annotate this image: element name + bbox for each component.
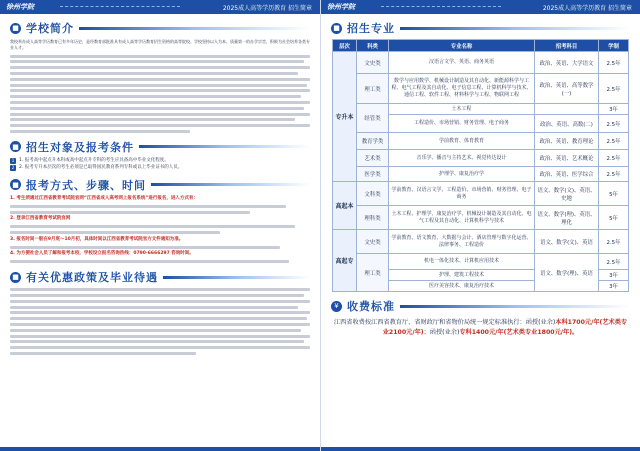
major-cell: 医疗美容技术、康复治疗技术 (389, 281, 535, 292)
level-cell: 高起专 (333, 230, 357, 292)
header-category: 科类 (357, 40, 389, 52)
user-icon: ■ (10, 141, 21, 152)
section-conditions (10, 139, 310, 155)
intro-text: 我校举办成人高等学历教育已有多年历史，是经教育部批准具有成人高等学历教育招生资格的高等院校。学校坚持以人为本、质量第一的办学宗旨，积极为社会培养各类专业人才。 (10, 39, 310, 51)
section-steps (10, 177, 310, 193)
section-title: 有关优惠政策及毕业待遇 (26, 271, 158, 285)
section-bar (139, 145, 310, 148)
years-cell: 2.5年 (599, 115, 629, 133)
years-cell: 5年 (599, 182, 629, 206)
fee-undergrad: 本科1700元/年(艺术类专业2100元/年) (382, 319, 628, 336)
left-header (0, 0, 320, 14)
step-item: 4. 为方便社会人员了解和报考本校，学校设立报名咨询热线：0790-6666297 咨询时间。 (10, 251, 194, 257)
years-cell: 2.5年 (599, 74, 629, 104)
section-bar (163, 276, 310, 279)
table-row (333, 133, 629, 150)
left-header-title: 2025成人高等学历教育 招生简章 (222, 4, 312, 12)
major-cell: 汉语言文学、英语、商务英语 (389, 52, 535, 74)
header-level: 层次 (333, 40, 357, 52)
subjects-cell: 语文、数学(文)、英语 (535, 230, 599, 254)
table-row (333, 167, 629, 182)
subjects-cell (535, 104, 599, 115)
section-majors (331, 20, 630, 36)
left-footer-bar (0, 447, 320, 451)
category-cell: 文史类 (357, 230, 389, 254)
years-cell: 2.5年 (599, 150, 629, 167)
subjects-cell: 政治、英语、医学综合 (535, 167, 599, 182)
section-bar (400, 27, 630, 30)
header-subjects: 招考科目 (535, 40, 599, 52)
major-cell: 工程造价、市场营销、财务管理、电子商务 (389, 115, 535, 133)
major-cell: 数学与应用数学、机械设计制造及其自动化、新能源科学与工程、电气工程及其自动化、电子信息工程、计算机科学与技术、通信工程、软件工程、材料科学与工程、物联网工程 (389, 74, 535, 104)
table-row (333, 104, 629, 115)
category-cell: 教育学类 (357, 133, 389, 150)
major-cell: 护理、建筑工程技术 (389, 270, 535, 281)
school-logo: 徐州学院 (327, 3, 355, 11)
policy-icon: ■ (10, 272, 21, 283)
table-header-row (333, 40, 629, 52)
book-icon: ■ (331, 23, 342, 34)
section-school-intro (10, 20, 310, 36)
level-cell: 专升本 (333, 52, 357, 182)
subjects-cell: 语文、数学(理)、英语 (535, 254, 599, 292)
section-title: 招生专业 (347, 22, 395, 35)
section-title: 学校简介 (26, 22, 74, 35)
step-item: 1. 考生须通过江西省教育考试院官网“江西省成人高考网上报名系统”进行报名，进入方式有： (10, 195, 198, 201)
fee-intro: 江西省收费按江西省教育厅、省财政厅和省物价局统一规定标准执行：函授(业余) (333, 319, 556, 326)
category-cell: 理工类 (357, 74, 389, 104)
section-title: 招生对象及报考条件 (26, 140, 134, 154)
fee-mid: ；函授(业余) (423, 328, 460, 336)
category-cell: 医学类 (357, 167, 389, 182)
major-cell: 学前教育、语文教育、大数据与会计、酒店管理与数字化运营、法律事务、工程造价 (389, 230, 535, 254)
right-page (320, 0, 640, 451)
subjects-cell: 语文、数学(理)、英语、理化 (535, 206, 599, 230)
years-cell: 2.5年 (599, 133, 629, 150)
major-cell: 土木工程 (389, 104, 535, 115)
years-cell: 2.5年 (599, 52, 629, 74)
step-item: 3. 报名时间一般在9月底～10月初，具体时间以江西省教育考试院官方文件通知为准。 (10, 236, 184, 242)
policy-text-lines (10, 288, 310, 355)
category-cell: 经管类 (357, 104, 389, 133)
table-row (333, 230, 629, 254)
header-major: 专业名称 (389, 40, 535, 52)
years-cell: 5年 (599, 206, 629, 230)
header-divider (381, 6, 501, 8)
condition-item: 1 1. 报考高中起点升本科或高中起点升专科的考生应具备高中毕业文化程度。 (11, 157, 169, 163)
right-header-title: 2025成人高等学历教育 招生简章 (542, 4, 632, 12)
subjects-cell: 政治、英语、大学语文 (535, 52, 599, 74)
years-cell: 2.5年 (599, 254, 629, 270)
step-item: 2. 登录江西省教育考试院官网 (10, 216, 71, 222)
table-row (333, 182, 629, 206)
table-row (333, 150, 629, 167)
category-cell: 理工类 (357, 254, 389, 292)
header-years: 学制 (599, 40, 629, 52)
fee-text (333, 318, 628, 337)
section-bar (151, 183, 310, 186)
subjects-cell: 政治、英语、高等数学(一) (535, 74, 599, 104)
years-cell: 3年 (599, 104, 629, 115)
category-cell: 理科类 (357, 206, 389, 230)
fee-college: 专科1400元/年(艺术类专业1800元/年)。 (459, 328, 579, 336)
table-row (333, 206, 629, 230)
years-cell: 3年 (599, 281, 629, 292)
level-cell: 高起本 (333, 182, 357, 230)
school-icon: ■ (10, 23, 21, 34)
major-cell: 机电一体化技术、计算机应用技术 (389, 254, 535, 270)
section-fees (331, 298, 630, 314)
table-row (333, 74, 629, 104)
section-bar (400, 305, 630, 308)
subjects-cell: 政治、英语、艺术概论 (535, 150, 599, 167)
section-bar (79, 27, 310, 30)
section-title: 报考方式、步骤、时间 (26, 178, 146, 192)
header-divider (60, 6, 180, 8)
right-header (321, 0, 640, 14)
category-cell: 文史类 (357, 52, 389, 74)
steps-icon: ■ (10, 179, 21, 190)
right-footer-bar (321, 447, 640, 451)
school-logo: 徐州学院 (6, 3, 34, 11)
majors-table (332, 39, 629, 292)
table-row (333, 254, 629, 270)
category-cell: 文科类 (357, 182, 389, 206)
category-cell: 艺术类 (357, 150, 389, 167)
major-cell: 学前教育、体育教育 (389, 133, 535, 150)
years-cell: 2.5年 (599, 167, 629, 182)
major-cell: 学前教育、汉语言文学、工程造价、市场营销、财务管理、电子商务 (389, 182, 535, 206)
intro-text-lines (10, 55, 310, 133)
subjects-cell: 语文、数学(文)、英语、史地 (535, 182, 599, 206)
table-row (333, 52, 629, 74)
subjects-cell: 政治、英语、高数(二) (535, 115, 599, 133)
section-title: 收费标准 (347, 300, 395, 313)
years-cell: 2.5年 (599, 230, 629, 254)
major-cell: 土木工程、护理学、康复治疗学、机械设计制造及其自动化、电气工程及其自动化、计算机科学与技术 (389, 206, 535, 230)
years-cell: 3年 (599, 270, 629, 281)
condition-item: 2 2. 报考专升本层次的考生必须是已取得国民教育系列专科或以上毕业证书的人员。 (11, 164, 183, 170)
subjects-cell: 政治、英语、教育理论 (535, 133, 599, 150)
major-cell: 护理学、康复治疗学 (389, 167, 535, 182)
section-policy (10, 269, 310, 285)
major-cell: 音乐学、播音与主持艺术、视觉传达设计 (389, 150, 535, 167)
yuan-icon: ¥ (331, 301, 342, 312)
